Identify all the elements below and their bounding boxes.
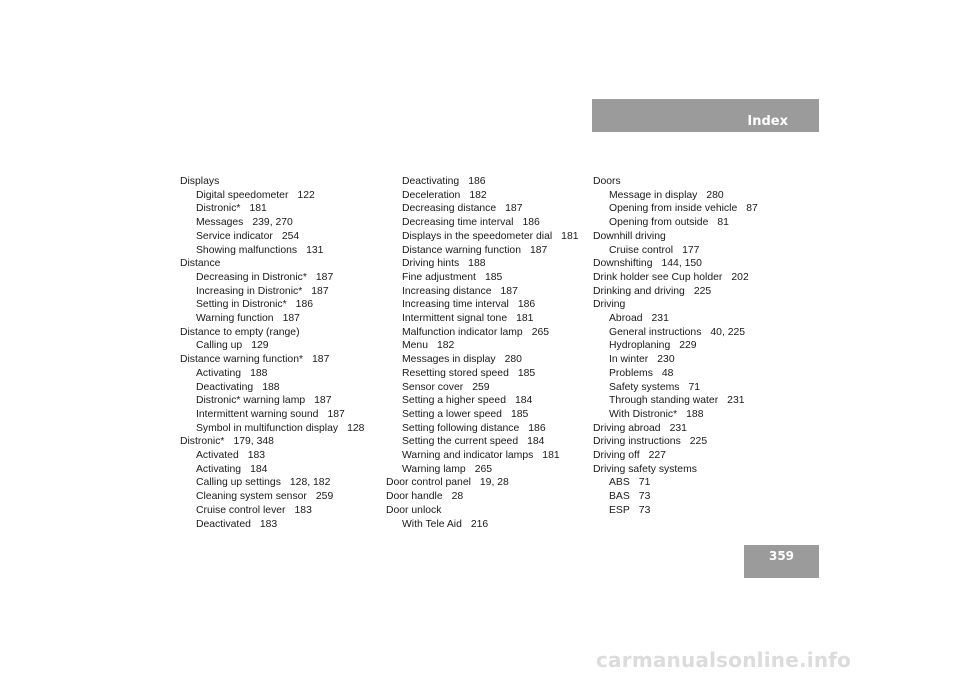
- entry-page-ref[interactable]: 187: [529, 244, 548, 256]
- entry-page-ref[interactable]: 239, 270: [252, 217, 293, 229]
- entry-term: Messages: [196, 217, 244, 229]
- entry-page-ref[interactable]: 183: [247, 450, 266, 462]
- entry-term: Decreasing time interval: [402, 217, 514, 229]
- index-subentry: [180, 285, 385, 299]
- entry-page-ref[interactable]: 128: [347, 422, 365, 434]
- entry-page-ref[interactable]: 181: [516, 313, 534, 325]
- page-number: 359: [768, 549, 795, 563]
- index-subentry: [180, 504, 385, 518]
- entry-term: Deactivating: [196, 381, 254, 393]
- index-subentry: [386, 381, 591, 395]
- index-subentry: [386, 298, 591, 312]
- entry-term: Intermittent signal tone: [402, 313, 508, 325]
- index-entry: [593, 422, 798, 436]
- page-number-box: [744, 545, 819, 578]
- entry-term: Distance: [180, 258, 221, 270]
- index-subentry: [180, 298, 385, 312]
- index-entry: [593, 463, 798, 477]
- entry-page-ref[interactable]: 187: [312, 354, 330, 366]
- entry-page-ref[interactable]: 187: [505, 203, 523, 215]
- entry-term: Downhill driving: [593, 230, 666, 242]
- index-subentry: [386, 518, 591, 532]
- entry-term: Cleaning system sensor: [196, 491, 307, 503]
- entry-term: Deactivating: [402, 176, 460, 187]
- entry-term: Driving safety systems: [593, 463, 697, 475]
- index-subentry: [180, 230, 385, 244]
- entry-term: Door control panel: [386, 477, 471, 489]
- index-subentry: [593, 476, 798, 490]
- index-entry: [593, 230, 798, 244]
- entry-page-ref[interactable]: 231: [727, 395, 745, 407]
- entry-term: With Distronic*: [609, 408, 678, 420]
- index-subentry: [593, 216, 798, 230]
- index-entry: [593, 449, 798, 463]
- entry-term: Symbol in multifunction display: [196, 422, 339, 434]
- index-entry: [593, 435, 798, 449]
- entry-term: Setting in Distronic*: [196, 299, 287, 311]
- entry-page-ref[interactable]: 202: [731, 271, 749, 283]
- entry-page-ref[interactable]: 129: [251, 340, 269, 352]
- entry-term: Driving off: [593, 450, 640, 462]
- index-subentry: [593, 367, 798, 381]
- entry-page-ref[interactable]: 183: [294, 504, 312, 516]
- entry-term: Intermittent warning sound: [196, 408, 319, 420]
- entry-term: Distronic* warning lamp: [196, 395, 306, 407]
- index-subentry: [180, 339, 385, 353]
- entry-term: Increasing in Distronic*: [196, 285, 303, 297]
- entry-page-ref[interactable]: 186: [522, 217, 540, 229]
- index-subentry: [593, 244, 798, 258]
- entry-page-ref[interactable]: 187: [327, 408, 345, 420]
- entry-term: Decreasing in Distronic*: [196, 271, 307, 283]
- entry-term: Message in display: [609, 189, 698, 201]
- index-subentry: [386, 175, 591, 189]
- entry-term: Displays in the speedometer dial: [402, 230, 553, 242]
- entry-term: Cruise control: [609, 244, 674, 256]
- entry-page-ref[interactable]: 73: [638, 504, 651, 516]
- entry-page-ref[interactable]: 19, 28: [479, 477, 509, 489]
- entry-page-ref[interactable]: 179, 348: [233, 436, 274, 448]
- entry-page-ref[interactable]: 188: [686, 408, 704, 420]
- index-subentry: [386, 285, 591, 299]
- entry-term: Activating: [196, 367, 242, 379]
- index-entry: [180, 175, 385, 189]
- entry-term: Activating: [196, 463, 242, 475]
- entry-page-ref[interactable]: 187: [315, 271, 334, 283]
- index-subentry: [593, 339, 798, 353]
- index-column-1: [180, 175, 385, 531]
- entry-term: Increasing time interval: [402, 299, 509, 311]
- index-subentry: [386, 367, 591, 381]
- index-entry: [180, 353, 385, 367]
- index-subentry: [386, 326, 591, 340]
- index-subentry: [386, 339, 591, 353]
- entry-page-ref[interactable]: 231: [669, 422, 687, 434]
- entry-term: Warning function: [196, 313, 274, 325]
- entry-term: Warning and indicator lamps: [402, 450, 534, 462]
- entry-term: Doors: [593, 176, 621, 187]
- entry-term: Distance warning function*: [180, 354, 304, 366]
- entry-page-ref[interactable]: 28: [451, 491, 464, 503]
- entry-term: Fine adjustment: [402, 271, 476, 283]
- index-subentry: [593, 202, 798, 216]
- index-entry: [180, 435, 385, 449]
- index-entry: [593, 257, 798, 271]
- entry-page-ref[interactable]: 265: [474, 463, 493, 475]
- entry-term: Deactivated: [196, 518, 251, 530]
- index-column-2: [386, 175, 591, 531]
- index-entry: [593, 175, 798, 189]
- index-subentry: [386, 271, 591, 285]
- entry-page-ref[interactable]: 122: [297, 189, 315, 201]
- index-subentry: [386, 202, 591, 216]
- entry-term: Driving hints: [402, 258, 460, 270]
- entry-page-ref[interactable]: 183: [259, 518, 278, 530]
- index-subentry: [386, 408, 591, 422]
- entry-page-ref[interactable]: 187: [500, 285, 518, 297]
- entry-term: Problems: [609, 367, 653, 379]
- entry-page-ref[interactable]: 185: [517, 367, 536, 379]
- entry-term: Door unlock: [386, 504, 442, 516]
- index-subentry: [180, 422, 385, 436]
- index-subentry: [180, 271, 385, 285]
- entry-term: Drink holder see Cup holder: [593, 271, 723, 283]
- index-subentry: [180, 394, 385, 408]
- entry-page-ref[interactable]: 73: [638, 491, 651, 503]
- entry-page-ref[interactable]: 181: [542, 450, 560, 462]
- entry-page-ref[interactable]: 231: [651, 313, 669, 325]
- entry-page-ref[interactable]: 265: [531, 326, 550, 338]
- entry-page-ref[interactable]: 188: [250, 367, 268, 379]
- entry-term: ABS: [609, 477, 630, 489]
- entry-term: Setting a higher speed: [402, 395, 506, 407]
- entry-page-ref[interactable]: 230: [657, 354, 675, 366]
- entry-term: Resetting stored speed: [402, 367, 509, 379]
- index-entry: [180, 257, 385, 271]
- entry-page-ref[interactable]: 181: [561, 230, 579, 242]
- entry-term: In winter: [609, 354, 649, 366]
- entry-term: Distronic*: [196, 203, 241, 215]
- entry-term: Calling up settings: [196, 477, 281, 489]
- entry-page-ref[interactable]: 40, 225: [710, 326, 746, 338]
- index-subentry: [593, 353, 798, 367]
- entry-page-ref[interactable]: 188: [468, 258, 486, 270]
- entry-term: Opening from inside vehicle: [609, 203, 738, 215]
- entry-term: Door handle: [386, 491, 443, 503]
- entry-page-ref[interactable]: 280: [504, 354, 522, 366]
- entry-term: Increasing distance: [402, 285, 492, 297]
- entry-term: Safety systems: [609, 381, 680, 393]
- index-subentry: [593, 381, 798, 395]
- entry-term: Activated: [196, 450, 239, 462]
- entry-term: ESP: [609, 504, 630, 516]
- index-subentry: [180, 463, 385, 477]
- index-subentry: [593, 312, 798, 326]
- entry-term: Driving instructions: [593, 436, 681, 448]
- index-subentry: [593, 189, 798, 203]
- index-subentry: [386, 257, 591, 271]
- entry-page-ref[interactable]: 71: [638, 477, 651, 489]
- index-subentry: [593, 394, 798, 408]
- entry-term: Drinking and driving: [593, 285, 685, 297]
- entry-page-ref[interactable]: 182: [437, 340, 455, 352]
- entry-term: Menu: [402, 340, 428, 352]
- entry-term: Displays: [180, 176, 220, 187]
- index-subentry: [386, 312, 591, 326]
- entry-term: Calling up: [196, 340, 243, 352]
- entry-page-ref[interactable]: 186: [468, 176, 486, 187]
- index-subentry: [180, 490, 385, 504]
- index-subentry: [180, 312, 385, 326]
- index-subentry: [180, 518, 385, 532]
- index-entry: [593, 285, 798, 299]
- index-column-3: [593, 175, 798, 518]
- index-subentry: [180, 244, 385, 258]
- entry-page-ref[interactable]: 187: [311, 285, 329, 297]
- entry-page-ref[interactable]: 259: [472, 381, 490, 393]
- entry-page-ref[interactable]: 186: [517, 299, 536, 311]
- entry-page-ref[interactable]: 280: [706, 189, 724, 201]
- entry-term: Malfunction indicator lamp: [402, 326, 523, 338]
- entry-term: General instructions: [609, 326, 702, 338]
- entry-page-ref[interactable]: 131: [306, 244, 324, 256]
- index-entry: [386, 490, 591, 504]
- index-subentry: [180, 216, 385, 230]
- entry-page-ref[interactable]: 87: [746, 203, 758, 215]
- index-subentry: [180, 381, 385, 395]
- entry-page-ref[interactable]: 177: [682, 244, 700, 256]
- index-subentry: [386, 435, 591, 449]
- entry-term: Decreasing distance: [402, 203, 497, 215]
- index-subentry: [386, 244, 591, 258]
- entry-term: Through standing water: [609, 395, 719, 407]
- index-entry: [593, 271, 798, 285]
- entry-term: Opening from outside: [609, 217, 709, 229]
- index-subentry: [593, 504, 798, 518]
- index-subentry: [386, 449, 591, 463]
- entry-term: BAS: [609, 491, 630, 503]
- entry-page-ref[interactable]: 181: [249, 203, 267, 215]
- index-header-bar: [592, 99, 819, 132]
- index-entry: [386, 504, 591, 518]
- entry-term: Sensor cover: [402, 381, 464, 393]
- index-subentry: [180, 367, 385, 381]
- entry-page-ref[interactable]: 188: [262, 381, 280, 393]
- index-subentry: [386, 216, 591, 230]
- index-subentry: [386, 463, 591, 477]
- index-subentry: [386, 353, 591, 367]
- entry-term: Messages in display: [402, 354, 496, 366]
- entry-page-ref[interactable]: 81: [717, 217, 729, 229]
- entry-term: Deceleration: [402, 189, 461, 201]
- entry-term: Setting a lower speed: [402, 408, 502, 420]
- entry-page-ref[interactable]: 184: [250, 463, 268, 475]
- index-subentry: [386, 189, 591, 203]
- index-subentry: [593, 326, 798, 340]
- entry-page-ref[interactable]: 184: [527, 436, 545, 448]
- entry-page-ref[interactable]: 225: [693, 285, 712, 297]
- entry-page-ref[interactable]: 48: [661, 367, 674, 379]
- entry-page-ref[interactable]: 186: [295, 299, 314, 311]
- index-subentry: [180, 449, 385, 463]
- entry-page-ref[interactable]: 225: [689, 436, 708, 448]
- entry-term: Setting following distance: [402, 422, 520, 434]
- entry-term: Driving abroad: [593, 422, 661, 434]
- entry-term: Digital speedometer: [196, 189, 289, 201]
- entry-page-ref[interactable]: 187: [282, 313, 300, 325]
- index-subentry: [180, 189, 385, 203]
- header-title: Index: [747, 114, 788, 129]
- index-subentry: [180, 476, 385, 490]
- entry-term: Cruise control lever: [196, 504, 286, 516]
- index-subentry: [180, 408, 385, 422]
- index-entry: [180, 326, 385, 340]
- entry-page-ref[interactable]: 216: [470, 518, 489, 530]
- entry-term: Distronic*: [180, 436, 225, 448]
- entry-page-ref[interactable]: 187: [314, 395, 332, 407]
- index-entry: [593, 298, 798, 312]
- entry-term: Service indicator: [196, 230, 273, 242]
- entry-page-ref[interactable]: 229: [679, 340, 697, 352]
- index-subentry: [386, 394, 591, 408]
- entry-term: Abroad: [609, 313, 643, 325]
- entry-page-ref[interactable]: 182: [469, 189, 487, 201]
- index-subentry: [180, 202, 385, 216]
- entry-term: Warning lamp: [402, 463, 466, 475]
- watermark-text: carmanualsonline.info: [596, 648, 852, 672]
- index-subentry: [386, 422, 591, 436]
- entry-term: Distance warning function: [402, 244, 521, 256]
- entry-page-ref[interactable]: 227: [648, 450, 666, 462]
- entry-term: Showing malfunctions: [196, 244, 298, 256]
- entry-term: Driving: [593, 299, 626, 311]
- index-subentry: [593, 490, 798, 504]
- index-entry: [386, 476, 591, 490]
- entry-term: With Tele Aid: [402, 518, 462, 530]
- entry-term: Hydroplaning: [609, 340, 671, 352]
- entry-page-ref[interactable]: 254: [281, 230, 300, 242]
- entry-page-ref[interactable]: 71: [688, 381, 701, 393]
- entry-page-ref[interactable]: 259: [315, 491, 334, 503]
- entry-term: Setting the current speed: [402, 436, 519, 448]
- entry-page-ref[interactable]: 144, 150: [661, 258, 702, 270]
- entry-term: Distance to empty (range): [180, 326, 300, 338]
- entry-page-ref[interactable]: 185: [484, 271, 503, 283]
- index-subentry: [593, 408, 798, 422]
- entry-page-ref[interactable]: 185: [510, 408, 529, 420]
- index-subentry: [386, 230, 591, 244]
- entry-page-ref[interactable]: 128, 182: [289, 477, 331, 489]
- entry-page-ref[interactable]: 184: [514, 395, 533, 407]
- entry-term: Downshifting: [593, 258, 653, 270]
- entry-page-ref[interactable]: 186: [528, 422, 546, 434]
